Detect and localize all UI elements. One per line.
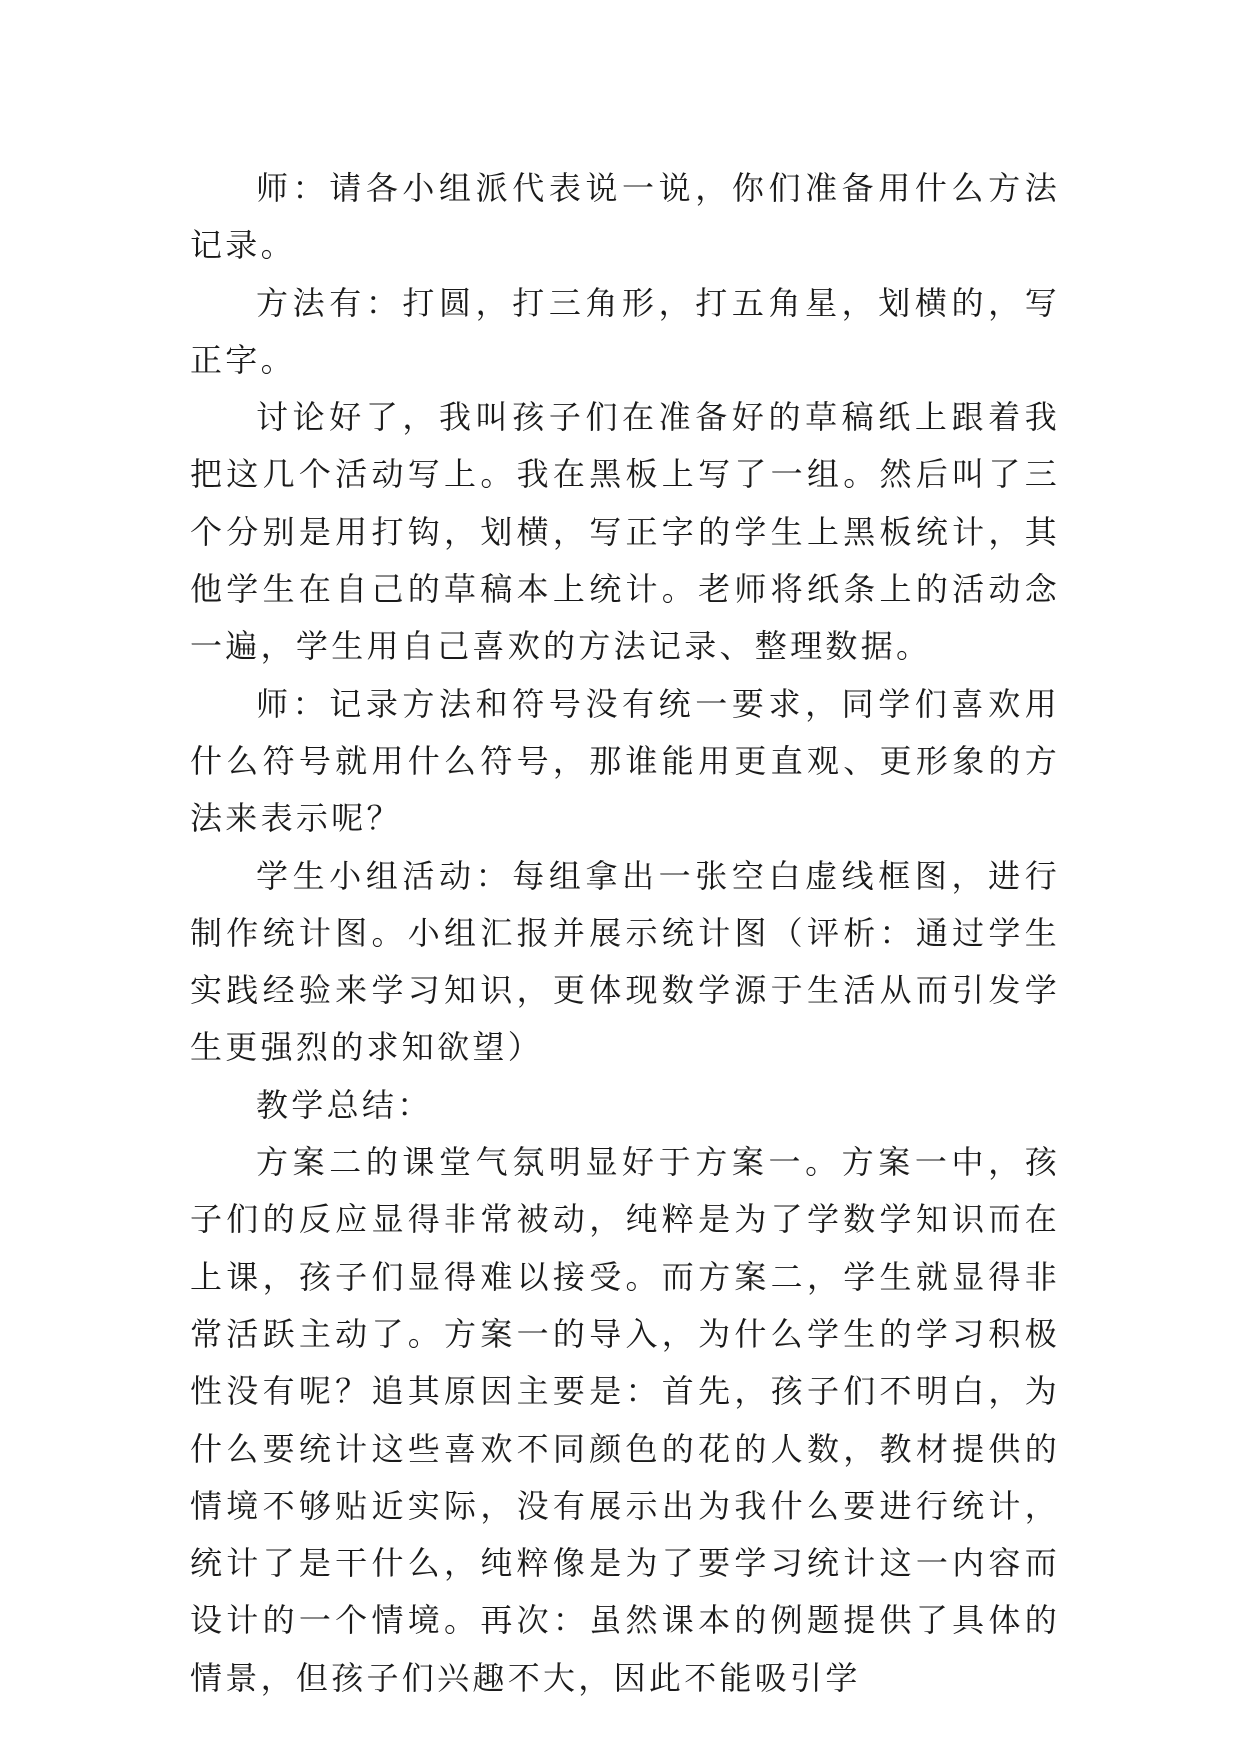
paragraph-summary-body: 方案二的课堂气氛明显好于方案一。方案一中，孩子们的反应显得非常被动，纯粹是为了学数学知识而在上课，孩子们显得难以接受。而方案二，学生就显得非常活跃主动了。方案一的导入，为什么学生的学习积极性没有呢？追其原因主要是：首先，孩子们不明白，为什么要统计这些喜欢不同颜色的花的人数，教材提供的情境不够贴近实际，没有展示出为我什么要进行统计，统计了是干什么，纯粹像是为了要学习统计这一内容而设计的一个情境。再次：虽然课本的例题提供了具体的情景，但孩子们兴趣不大，因此不能吸引学 <box>190 1143 1060 1697</box>
paragraph-summary-heading: 教学总结： <box>256 1085 433 1124</box>
paragraph-discussion: 讨论好了，我叫孩子们在准备好的草稿纸上跟着我把这几个活动写上。我在黑板上写了一组。然后叫了三个分别是用打钩，划横，写正字的学生上黑板统计，其他学生在自己的草稿本上统计。老师将纸条上的活动念一遍，学生用自己喜欢的方法记录、整理数据。 <box>190 398 1060 666</box>
paragraph-group-activity: 学生小组活动：每组拿出一张空白虚线框图，进行制作统计图。小组汇报并展示统计图（评析：通过学生实践经验来学习知识，更体现数学源于生活从而引发学生更强烈的求知欲望） <box>190 856 1060 1067</box>
paragraph-teacher-symbols: 师：记录方法和符号没有统一要求，同学们喜欢用什么符号就用什么符号，那谁能用更直观、更形象的方法来表示呢？ <box>190 684 1060 838</box>
paragraph-methods: 方法有：打圆，打三角形，打五角星，划横的，写正字。 <box>190 283 1060 379</box>
document-body <box>190 160 1060 1707</box>
paragraph-teacher-question: 师：请各小组派代表说一说，你们准备用什么方法记录。 <box>190 169 1060 265</box>
